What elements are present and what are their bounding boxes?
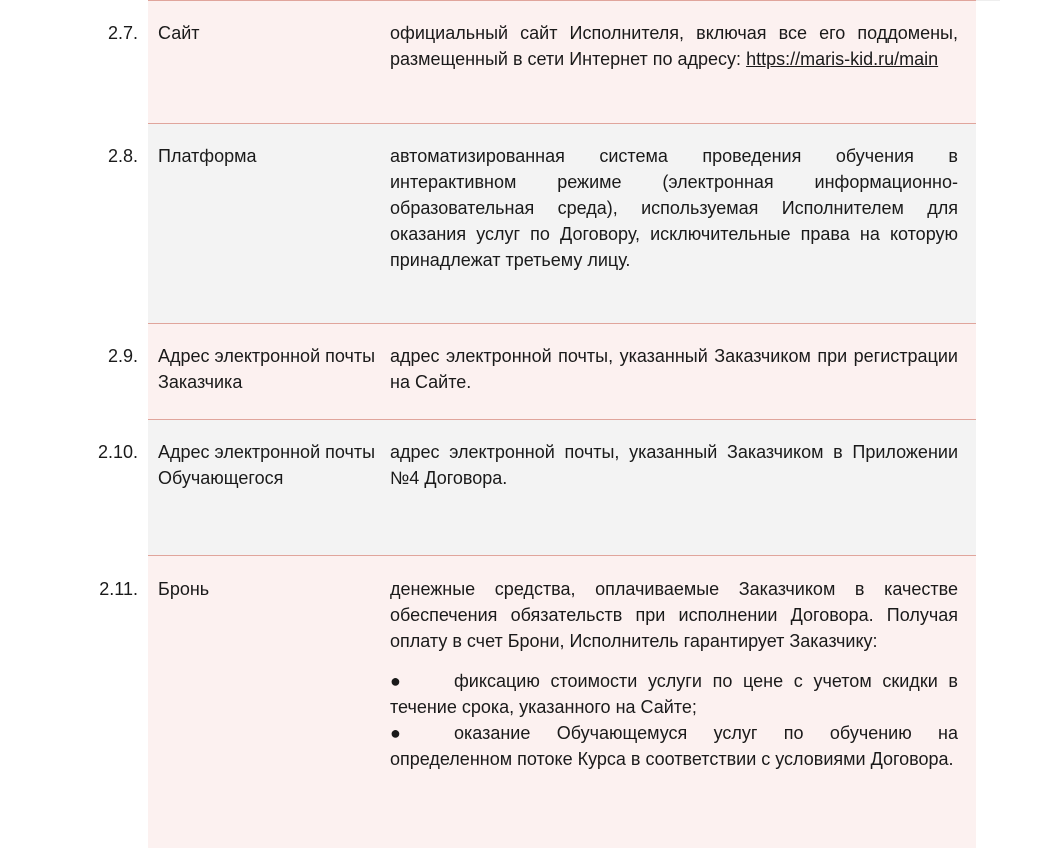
term-label: Платформа	[158, 146, 257, 166]
term-label: Адрес электронной почты Обучающегося	[158, 442, 376, 488]
bullet-icon: ●	[390, 723, 401, 743]
term-definition	[390, 576, 958, 772]
term-definition	[390, 20, 958, 72]
bullet-icon: ●	[390, 671, 401, 691]
term-label: Бронь	[158, 579, 210, 599]
clause-number: 2.11.	[99, 579, 138, 599]
definition-text: денежные средства, оплачиваемые Заказчиком в качестве обеспечения обязательств при исполнении Договора. Получая оплату в счет Брони, Исполнитель гарантирует Заказчику:	[390, 579, 958, 651]
list-item-text: фиксацию стоимости услуги по цене с учетом скидки в течение срока, указанного на Сайте;	[390, 671, 958, 717]
site-link[interactable]: https://maris-kid.ru/main	[746, 49, 939, 69]
term-definition: адрес электронной почты, указанный Заказчиком в Приложении №4 Договора.	[390, 442, 958, 488]
list-item-text: оказание Обучающемуся услуг по обучению на определенном потоке Курса в соответствии с условиями Договора.	[390, 723, 958, 769]
term-label: Адрес электронной почты Заказчика	[158, 346, 376, 392]
term-label: Сайт	[158, 23, 200, 43]
term-definition: автоматизированная система проведения обучения в интерактивном режиме (электронная информационно-образовательная среда), используемая Исполнителем для оказания услуг по Договору, исключительные права на которую принадлежат третьему лицу.	[390, 146, 958, 270]
clause-number: 2.9.	[107, 346, 138, 366]
list-item	[390, 668, 958, 720]
clause-number: 2.7.	[107, 23, 138, 43]
term-definition: адрес электронной почты, указанный Заказчиком при регистрации на Сайте.	[390, 346, 958, 392]
bullet-list	[390, 668, 958, 772]
list-item	[390, 720, 958, 772]
clause-number: 2.10.	[97, 442, 138, 462]
clause-number: 2.8.	[107, 146, 138, 166]
definition-text: официальный сайт Исполнителя, включая все его поддомены, размещенный в сети Интернет по адресу:	[390, 23, 958, 69]
edge-divider	[976, 0, 1000, 1]
row-divider	[148, 0, 976, 1]
